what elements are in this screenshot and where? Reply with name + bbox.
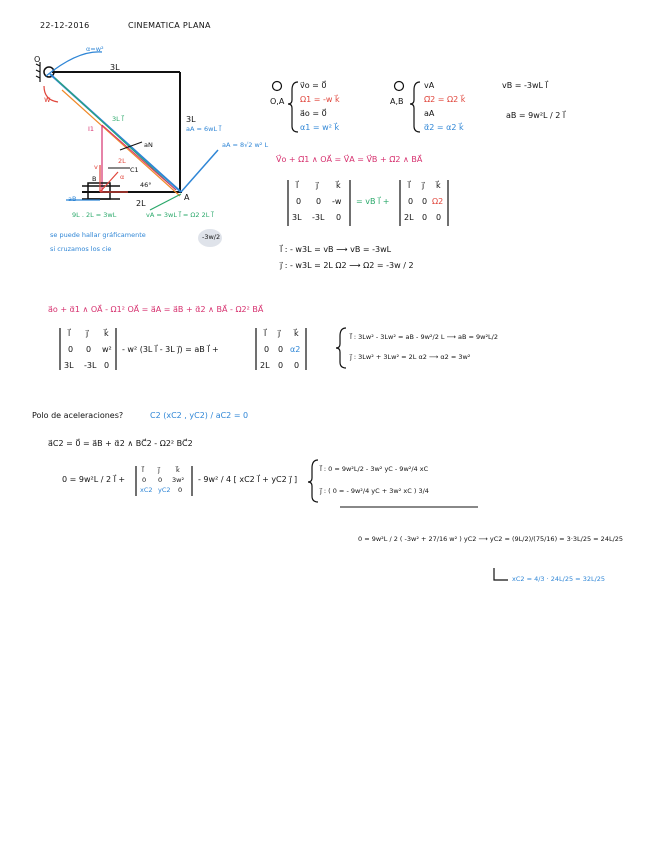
det1-r1c2: j⃗ <box>316 181 319 190</box>
det4-r1c3: k⃗ <box>294 329 299 338</box>
det1-r1c1: l⃗ <box>296 181 299 190</box>
green-guide-line <box>55 78 176 190</box>
det5-r1c2: j⃗ <box>158 466 160 474</box>
det5-r1c1: l⃗ <box>142 466 144 474</box>
det1-r3c3: 0 <box>336 213 342 222</box>
det2-r2c3: Ω2 <box>432 197 444 206</box>
pole-heading-blue: C2 (xC2 , yC2) / aC2 = 0 <box>150 411 249 420</box>
det1-r1c3: k⃗ <box>336 181 341 190</box>
det2-r1c1: l⃗ <box>408 181 411 190</box>
det3-r3c2: -3L <box>84 361 97 370</box>
det1-r2c3: -w <box>332 197 342 206</box>
det4-r2c1: 0 <box>264 345 270 354</box>
aa-arrow <box>181 150 218 192</box>
pole-heading: Polo de aceleraciones? <box>32 411 124 420</box>
top-length-label: 3L <box>110 63 120 72</box>
vb-i-term: = vB l⃗ + <box>356 197 390 206</box>
vel-result-i: l⃗ : - w3L = vB ⟶ vB = -3wL <box>280 245 392 254</box>
date-text: 22-12-2016 <box>40 21 90 30</box>
ab-eq-alpha2: α⃗2 = α2 k⃗ <box>424 123 464 132</box>
brace-4-icon <box>308 460 318 502</box>
eq-alpha1: α1 = w² k⃗ <box>300 123 340 132</box>
circled-one-icon-2 <box>395 82 404 91</box>
pole-tail: - 9w² / 4 [ xC2 l⃗ + yC2 j⃗ ] <box>198 475 298 484</box>
ab-eq-aa: aA <box>424 109 435 118</box>
brace-2-icon <box>410 82 420 132</box>
right-length-label: 3L <box>186 115 196 124</box>
det2-r3c1: 2L <box>404 213 414 222</box>
pink-diagonal-line <box>102 125 176 190</box>
det5-r2c1: 0 <box>142 476 147 484</box>
aa-top-label: aA = 8√2 w² L <box>222 141 269 149</box>
pole-sys-i: l⃗ : 0 = 9w²L/2 - 3w² yC - 9w²/4 xC <box>320 465 429 473</box>
det4-r3c3: 0 <box>294 361 300 370</box>
eq-vo: v⃗o = 0⃗ <box>300 81 327 90</box>
alpha-small-label: α <box>120 173 125 181</box>
angle-label: 46° <box>140 181 152 189</box>
ab-label-s1: A,B <box>390 97 404 106</box>
ab-eq-va: vA <box>424 81 435 90</box>
det3-r3c1: 3L <box>64 361 74 370</box>
accel-equation: a⃗o + α⃗1 ∧ OA⃗ - Ω1² OA⃗ = a⃗A = a⃗B + α⃗2 ∧ BA⃗ - Ω2² BA⃗ <box>48 305 264 314</box>
ab-result: aB = 9w²L / 2 l⃗ <box>506 111 566 120</box>
circled-one-icon <box>273 82 282 91</box>
accel-middle-term: - w² (3L l⃗ - 3L j⃗) = aB l⃗ + <box>122 345 219 354</box>
an-label: aN <box>144 141 153 149</box>
det4-r3c2: 0 <box>278 361 284 370</box>
ground-hatch-icon <box>36 62 40 82</box>
pole-final-y: 0 = 9w²L / 2 ( -3w² + 27/16 w² ) yC2 ⟶ yC2 = (9L/2)/(75/16) = 3·3L/25 = 24L/25 <box>358 535 624 543</box>
brace-1-icon <box>288 82 298 132</box>
len-2l-small: 2L <box>118 157 126 165</box>
omega-label: w <box>44 95 51 104</box>
pole-sys-j: j⃗ : ( 0 = - 9w²/4 yC + 3w² xC ) 3/4 <box>320 487 429 495</box>
note-value: -3w/2 <box>202 233 221 241</box>
accel-result-j: j⃗ : 3Lw² + 3Lw² = 2L α2 ⟶ α2 = 3w² <box>350 353 471 361</box>
note-line-2: si cruzamos los cie <box>50 245 112 253</box>
det4-r1c2: j⃗ <box>278 329 281 338</box>
det3-r3c3: 0 <box>104 361 110 370</box>
i1-label: I1 <box>88 125 95 133</box>
vb-result: vB = -3wL l⃗ <box>502 81 548 90</box>
final-arrow-icon <box>494 568 508 580</box>
det1-r2c2: 0 <box>316 197 322 206</box>
det4-r1c1: l⃗ <box>264 329 267 338</box>
pole-equation: a⃗C2 = 0⃗ = a⃗B + α⃗2 ∧ BC⃗2 - Ω2² BC⃗2 <box>48 439 193 448</box>
det2-r3c3: 0 <box>436 213 442 222</box>
det3-r1c3: k⃗ <box>104 329 109 338</box>
det5-r3c1: xC2 <box>140 486 153 494</box>
note-line-1: se puede hallar gráficamente <box>50 231 146 239</box>
brace-3-icon <box>336 328 346 368</box>
det3-r1c2: j⃗ <box>86 329 89 338</box>
page-title: CINEMATICA PLANA <box>128 21 211 30</box>
det3-r2c1: 0 <box>68 345 74 354</box>
aa-label: aA = 6wL l⃗ <box>186 125 221 133</box>
vb-formula: 9L . 2L = 3wL <box>72 211 117 219</box>
eq-ao: a⃗o = 0⃗ <box>300 109 327 118</box>
det1-r3c2: -3L <box>312 213 325 222</box>
det4-r2c3: α2 <box>290 345 301 354</box>
det3-r1c1: l⃗ <box>68 329 71 338</box>
accel-result-i: l⃗ : 3Lw² - 3Lw² = aB - 9w²/2 L ⟶ aB = 9w²L/2 <box>350 333 499 341</box>
red-arrow-diag <box>100 172 118 192</box>
va-formula: vA = 3wL l⃗ = Ω2 2L l⃗ <box>146 211 214 219</box>
velocity-equation: V⃗o + Ω⃗1 ∧ OA⃗ = V⃗A = V⃗B + Ω⃗2 ∧ BA⃗ <box>276 155 423 164</box>
det5-r2c3: 3w² <box>172 476 185 484</box>
eq-omega1: Ω1 = -w k⃗ <box>300 95 340 104</box>
det4-r2c2: 0 <box>278 345 284 354</box>
pole-final-x: xC2 = 4/3 · 24L/25 = 32L/25 <box>512 575 606 583</box>
det1-r2c1: 0 <box>296 197 302 206</box>
det4-r3c1: 2L <box>260 361 270 370</box>
c1-label: C1 <box>130 166 139 174</box>
det3-r2c3: w² <box>102 345 112 354</box>
v-label: v <box>94 163 98 171</box>
det5-r1c3: k⃗ <box>176 466 180 474</box>
va-arrow <box>150 194 181 210</box>
oa-label: O,A <box>270 97 285 106</box>
bottom-length-label: 2L <box>136 199 146 208</box>
det5-r3c2: yC2 <box>158 486 171 494</box>
pole-lhs: 0 = 9w²L / 2 l⃗ + <box>62 475 126 484</box>
det2-r1c3: k⃗ <box>436 181 441 190</box>
point-o-label: O <box>34 55 41 64</box>
det5-r3c3: 0 <box>178 486 183 494</box>
det3-r2c2: 0 <box>86 345 92 354</box>
ab-label: aB <box>68 195 77 203</box>
alpha-label: α=w² <box>86 45 104 53</box>
ab-eq-omega2: Ω⃗2 = Ω2 k⃗ <box>424 95 466 104</box>
det2-r3c2: 0 <box>422 213 428 222</box>
vel-result-j: j⃗ : - w3L = 2L Ω2 ⟶ Ω2 = -3w / 2 <box>280 261 414 270</box>
det2-r1c2: j⃗ <box>422 181 425 190</box>
det5-r2c2: 0 <box>158 476 163 484</box>
det1-r3c1: 3L <box>292 213 302 222</box>
point-b-label: B <box>92 175 97 183</box>
det2-r2c2: 0 <box>422 197 428 206</box>
point-a-label: A <box>184 193 190 202</box>
det2-r2c1: 0 <box>408 197 414 206</box>
vec-3l-label: 3L l⃗ <box>112 115 124 123</box>
